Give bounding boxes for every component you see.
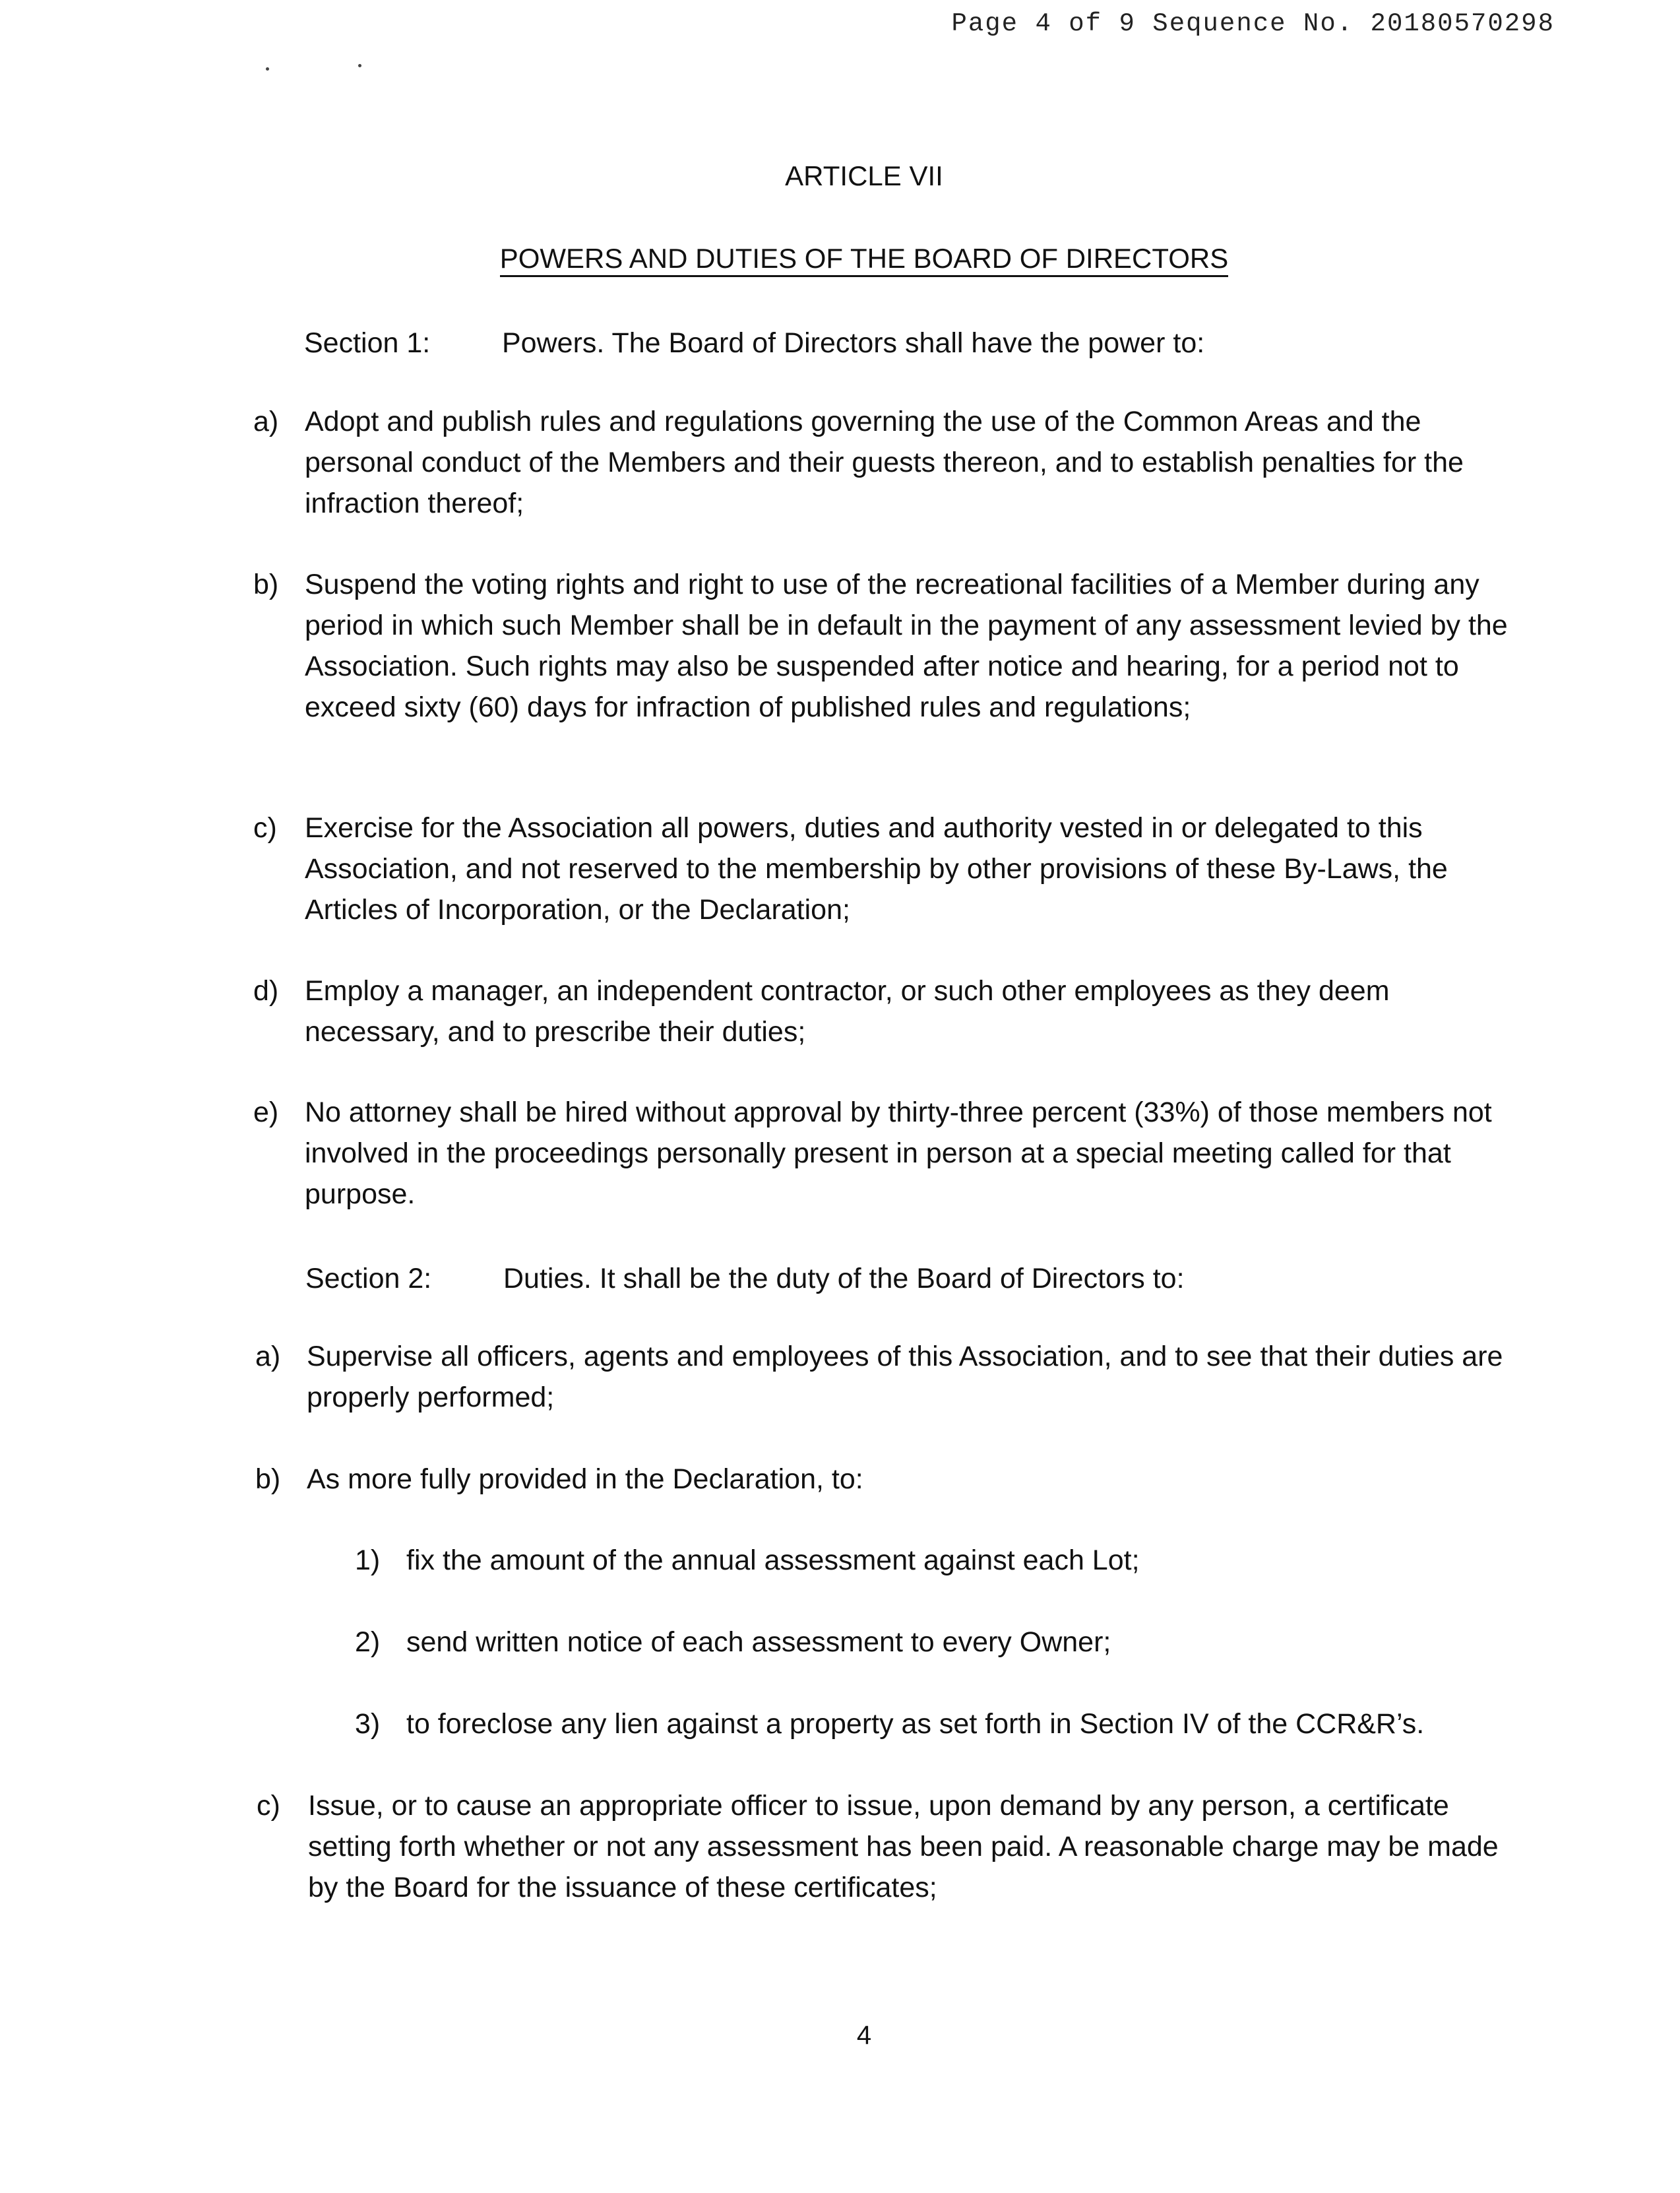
section-heading <box>0 243 1680 274</box>
list-marker: b) <box>253 569 279 600</box>
list-marker: a) <box>255 1341 281 1372</box>
list-item-text: fix the amount of the annual assessment against each Lot; <box>406 1544 1140 1576</box>
section-2-label: Section 2: <box>305 1263 432 1294</box>
list-marker: d) <box>253 975 279 1007</box>
list-item <box>253 808 1525 930</box>
list-marker: e) <box>253 1096 279 1128</box>
list-item-text: Exercise for the Association all powers, duties and authority vested in or delegated to this Association, and not reserved to the membership by other provisions of these By-Laws, the Articles of Incorporation, or the Declaration; <box>305 812 1448 926</box>
section-1-text: Powers. The Board of Directors shall have the power to: <box>502 327 1205 359</box>
section-1-label: Section 1: <box>304 327 431 359</box>
section-1-intro <box>304 327 1204 360</box>
scan-speck <box>358 64 361 67</box>
list-item-text: Issue, or to cause an appropriate officer to issue, upon demand by any person, a certificate setting forth whether or not any assessment has been paid. A reasonable charge may be made by the Board for the issuance of these certificates; <box>308 1790 1499 1903</box>
list-item-text: to foreclose any lien against a property as set forth in Section IV of the CCR&R’s. <box>406 1708 1425 1740</box>
list-marker: b) <box>255 1463 281 1495</box>
list-item-text: Adopt and publish rules and regulations governing the use of the Common Areas and the personal conduct of the Members and their guests thereon, and to establish penalties for the infraction thereof; <box>305 406 1464 519</box>
list-item-text: send written notice of each assessment to every Owner; <box>406 1626 1111 1658</box>
section-2-text: Duties. It shall be the duty of the Board of Directors to: <box>503 1263 1185 1294</box>
list-marker: c) <box>257 1790 280 1822</box>
list-item <box>253 970 1525 1052</box>
list-item <box>253 564 1525 728</box>
list-item <box>253 1092 1525 1215</box>
section-2-intro <box>305 1263 1185 1295</box>
sub-list-item <box>355 1540 1528 1581</box>
list-item <box>253 401 1525 524</box>
page-number: 4 <box>856 2021 872 2050</box>
list-marker: 3) <box>355 1708 381 1740</box>
list-item <box>255 1336 1527 1418</box>
list-marker: 1) <box>355 1544 381 1576</box>
sub-list-item <box>355 1622 1528 1663</box>
list-marker: 2) <box>355 1626 381 1658</box>
article-title: ARTICLE VII <box>785 160 943 191</box>
scan-speck <box>266 67 269 71</box>
list-item-text: Suspend the voting rights and right to use of the recreational facilities of a Member during any period in which such Member shall be in default in the payment of any assessment levied by the Association. Such rights may also be suspended after notice and hearing, for a period not to exceed sixty (60) days for infraction of published rules and regulations; <box>305 569 1508 723</box>
list-item <box>257 1785 1515 1908</box>
list-item-text: Employ a manager, an independent contractor, or such other employees as they deem necessary, and to prescribe their duties; <box>305 975 1390 1048</box>
list-marker: c) <box>253 812 277 844</box>
list-item-text: As more fully provided in the Declaration, to: <box>307 1463 863 1495</box>
list-item <box>255 1459 1527 1500</box>
list-marker: a) <box>253 406 279 437</box>
list-item-text: No attorney shall be hired without approval by thirty-three percent (33%) of those members not involved in the proceedings personally present in person at a special meeting called for that purpose. <box>305 1096 1492 1210</box>
sub-list-item <box>355 1703 1561 1744</box>
list-item-text: Supervise all officers, agents and employees of this Association, and to see that their duties are properly performed; <box>307 1341 1503 1413</box>
header-stamp: Page 4 of 9 Sequence No. 20180570298 <box>951 9 1555 38</box>
section-heading-text: POWERS AND DUTIES OF THE BOARD OF DIRECTORS <box>500 243 1229 277</box>
